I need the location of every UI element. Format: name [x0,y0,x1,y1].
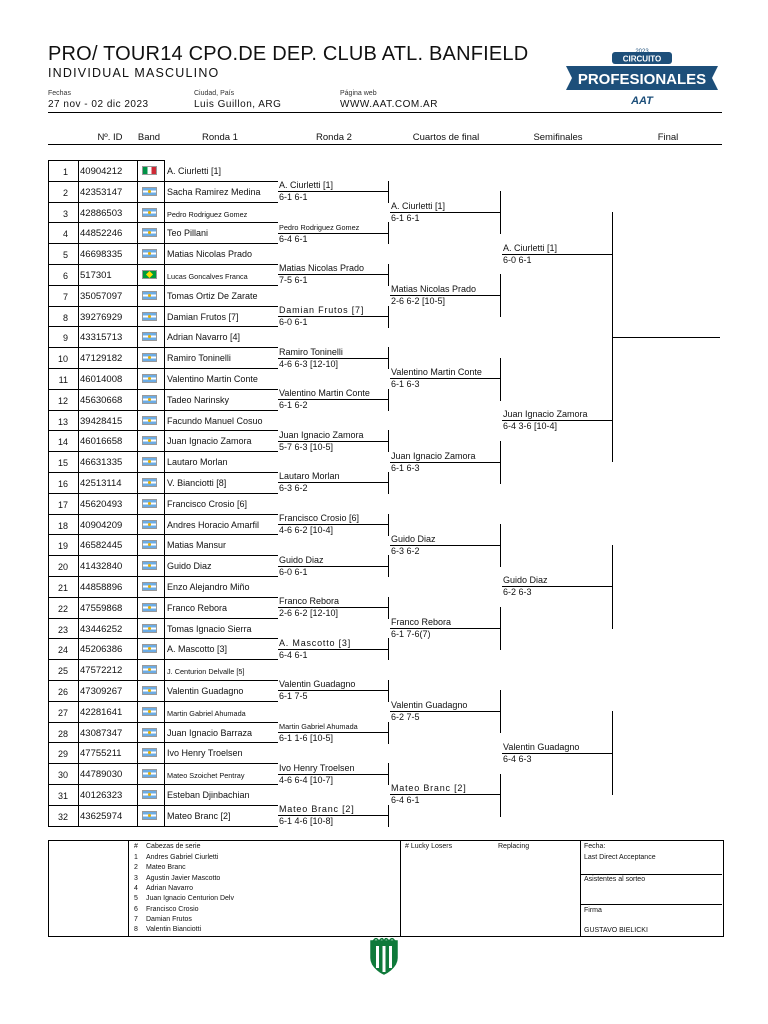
arg-flag-icon [142,540,157,549]
draw-position: 24 [57,645,68,656]
arg-flag-icon [142,436,157,445]
logo-profesionales: PROFESIONALES [577,71,707,88]
draw-position: 14 [57,437,68,448]
bracket-connector [388,389,389,411]
arg-flag-icon [142,582,157,591]
page-subtitle: INDIVIDUAL MASCULINO [48,66,220,80]
bracket-connector [612,545,613,629]
winner-name: Pedro Rodriguez Gomez [279,223,360,232]
seed-number: 1 [134,854,138,861]
row-rule [48,701,278,702]
seeds-title: Cabezas de serie [146,843,201,850]
player-name: Enzo Alejandro Miño [167,582,250,592]
bracket-connector [388,555,389,577]
arg-flag-icon [142,790,157,799]
player-name: A. Ciurletti [1] [167,166,222,176]
player-name: Lautaro Morlan [167,457,228,468]
arg-flag-icon [142,374,157,383]
winner-name: Ramiro Toninelli [279,347,343,357]
player-id: 40126323 [80,790,123,801]
winner-name: Matias Nicolas Prado [391,284,477,294]
winner-name: Mateo Branc [2] [391,783,467,793]
player-id: 47572212 [80,665,123,677]
bracket-connector [612,711,613,795]
winner-name: Francisco Crosio [6] [279,513,360,523]
dates-value: 27 nov - 02 dic 2023 [48,99,149,110]
logo-circuito: CIRCUITO [622,54,662,64]
arg-flag-icon [142,249,157,258]
arg-flag-icon [142,291,157,300]
player-id: 43087347 [80,727,123,739]
winner-name: Valentino Martin Conte [279,388,370,398]
page-title: PRO/ TOUR14 CPO.DE DEP. CLUB ATL. BANFIELD [48,43,529,65]
player-name: Juan Ignacio Barraza [167,727,253,738]
winner-name: Valentin Guadagno [391,700,468,710]
draw-position: 15 [57,458,68,469]
arg-flag-icon [142,603,157,612]
row-rule [48,805,278,806]
draw-position: 25 [57,666,68,677]
player-name: Franco Rebora [167,602,228,613]
match-score: 6-1 6-1 [391,213,420,223]
bracket-connector [388,222,389,244]
arg-flag-icon [142,187,157,196]
seed-name: Francisco Crosio [146,905,199,913]
draw-position: 22 [57,603,68,614]
player-name: Pedro Rodriguez Gomez [167,209,248,219]
row-rule [48,680,278,681]
winner-name: Franco Rebora [279,596,340,606]
bracket-connector [388,472,389,494]
player-id: 41432840 [80,561,123,573]
seed-number: 7 [134,915,138,923]
column-header-4: Cuartos de final [412,132,480,143]
website-label: Página web [340,90,377,97]
match-score: 6-4 6-3 [503,754,532,764]
column-header-rule [48,144,722,145]
arg-flag-icon [142,416,157,425]
bracket-connector [388,763,389,785]
bracket-connector [388,805,389,827]
match-score: 6-3 6-2 [391,546,420,556]
seed-name: Damian Frutos [146,915,192,923]
footer-divider [580,874,722,875]
match-score: 6-3 6-2 [279,483,308,493]
row-rule [48,534,278,535]
arg-flag-icon [142,561,157,570]
player-name: Valentin Guadagno [167,686,244,696]
row-rule [48,826,278,827]
seed-number: 4 [134,884,138,892]
row-rule [48,389,278,390]
draw-position: 13 [57,416,68,427]
row-rule [48,763,278,764]
match-score: 6-1 6-3 [391,463,420,473]
player-id: 39276929 [80,311,123,323]
match-score: 6-4 6-1 [279,234,308,244]
player-name: Mateo Branc [2] [167,810,231,821]
arg-flag-icon [142,811,157,820]
player-name: Tadeo Narinsky [167,394,230,405]
match-score: 5-7 6-3 [10-5] [279,442,334,452]
player-name: Esteban Djinbachian [167,790,250,800]
winner-name: A. Mascotto [3] [279,638,352,648]
bracket-connector [388,347,389,369]
winner-name: Valentin Guadagno [279,679,356,689]
bracket-connector [500,358,501,401]
seed-name: Adrian Navarro [146,884,194,892]
match-score: 7-5 6-1 [279,275,308,285]
player-name: Damian Frutos [7] [167,311,239,322]
draw-position: 3 [62,208,68,219]
arg-flag-icon [142,520,157,529]
website-value: WWW.AAT.COM.AR [340,99,438,110]
player-id: 45206386 [80,644,123,656]
bracket-connector [500,690,501,733]
player-name: Andres Horacio Amarfil [167,519,260,530]
player-id: 40904212 [80,166,123,177]
player-id: 42353147 [80,186,123,198]
player-name: Tomas Ignacio Sierra [167,623,252,634]
winner-name: Juan Ignacio Zamora [279,430,364,440]
footer-divider [400,840,401,936]
winner-name: Martin Gabriel Ahumada [279,722,358,731]
column-header-2: Ronda 1 [202,132,238,143]
row-rule [48,243,278,244]
bracket-connector [388,722,389,744]
row-rule [48,410,278,411]
row-rule [48,368,278,369]
row-rule [48,347,278,348]
arg-flag-icon [142,707,157,716]
seed-number: 8 [134,926,138,934]
seed-name: Valentin Bianciotti [146,926,202,934]
player-id: 45630668 [80,394,123,406]
row-rule [48,181,278,182]
player-name: Juan Ignacio Zamora [167,436,252,447]
match-score: 6-0 6-1 [503,255,532,265]
draw-position: 5 [62,250,68,261]
arg-flag-icon [142,769,157,778]
winner-name: Mateo Branc [2] [279,804,355,814]
row-rule [48,222,278,223]
row-rule [48,430,278,431]
bracket-connector [500,441,501,484]
draw-position: 19 [57,541,68,552]
player-name: Ivo Henry Troelsen [167,748,243,759]
dates-label: Fechas [48,90,71,97]
club-banfield-shield-icon [368,938,400,976]
player-id: 39428415 [80,415,123,427]
row-rule [48,659,278,660]
arg-flag-icon [142,312,157,321]
draw-position: 23 [57,624,68,635]
draw-position: 4 [62,229,68,240]
draw-position: 12 [57,395,68,406]
winner-name: Guido Diaz [503,575,548,585]
draw-position: 21 [57,583,68,593]
seed-name: Juan Ignacio Centurion Delv [146,895,234,903]
draw-position: 26 [57,687,68,697]
winner-name: Guido Diaz [391,534,436,544]
player-id: 43625974 [80,810,123,822]
draw-position: 18 [57,520,68,531]
seeds-hash: # [134,843,138,850]
match-score: 4-6 6-4 [10-7] [279,775,334,785]
player-name: Teo Pillani [167,228,209,239]
player-id: 40904209 [80,519,123,531]
winner-name: A. Ciurletti [1] [391,201,446,211]
ita-flag-icon [142,166,157,175]
arg-flag-icon [142,478,157,487]
draw-position: 30 [57,770,68,781]
logo-aat: AAT [631,95,653,107]
draw-position: 29 [57,749,68,760]
player-id: 44852246 [80,228,123,240]
bracket-connector [388,430,389,452]
arg-flag-icon [142,748,157,757]
referee-name: GUSTAVO BIELICKI [584,927,648,934]
final-line [612,337,720,338]
player-id: 43446252 [80,623,123,635]
bracket-connector [388,181,389,203]
player-name: Martin Gabriel Ahumada [167,708,246,718]
row-rule [48,784,278,785]
arg-flag-icon [142,499,157,508]
row-rule [48,306,278,307]
match-score: 6-4 6-1 [391,795,420,805]
row-rule [48,326,278,327]
player-id: 46014008 [80,374,123,385]
footer-divider [580,840,581,936]
winner-name: Juan Ignacio Zamora [503,409,588,419]
seed-name: Agustin Javier Mascotto [146,874,221,882]
draw-position: 16 [57,479,68,489]
winner-name: Valentin Guadagno [503,742,580,752]
row-rule [48,618,278,619]
player-id: 46582445 [80,540,123,552]
seed-number: 2 [134,864,138,872]
player-id: 46631335 [80,457,123,469]
match-score: 6-1 6-2 [279,400,308,410]
bra-flag-icon [142,270,157,279]
winner-name: Ivo Henry Troelsen [279,763,355,773]
player-id: 47309267 [80,686,123,697]
player-name: Adrian Navarro [4] [167,332,241,343]
player-name: Ramiro Toninelli [167,353,231,364]
player-name: Sacha Ramirez Medina [167,186,261,197]
draw-position: 28 [57,728,68,739]
arg-flag-icon [142,208,157,217]
player-id: 47755211 [80,748,122,760]
arg-flag-icon [142,457,157,466]
player-name: Tomas Ortiz De Zarate [167,290,258,301]
player-id: 42281641 [80,706,123,718]
row-rule [48,555,278,556]
city-label: Ciudad, País [194,90,235,97]
player-id: 517301 [80,270,112,281]
lucky-losers-label: # Lucky Losers [405,843,453,850]
draw-position: 7 [62,291,68,302]
player-id: 42513114 [80,478,122,489]
bracket-connector [388,264,389,286]
player-id: 46016658 [80,436,123,448]
player-id: 43315713 [80,332,123,344]
match-score: 6-4 3-6 [10-4] [503,421,558,431]
player-name: V. Bianciotti [8] [167,478,227,488]
player-id: 47559868 [80,602,123,614]
draw-position: 8 [62,312,68,323]
circuito-profesionales-logo [562,44,722,114]
player-id: 35057097 [80,290,123,302]
winner-name: Franco Rebora [391,617,452,627]
bracket-connector [500,607,501,650]
player-name: Matias Mansur [167,540,227,551]
draw-position: 17 [57,499,68,510]
arg-flag-icon [142,665,157,674]
row-rule [48,285,278,286]
row-rule [48,514,278,515]
player-id: 46698335 [80,249,123,261]
winner-name: Damian Frutos [7] [279,305,365,315]
bracket-connector [388,306,389,328]
arg-flag-icon [142,728,157,737]
row-rule [48,742,278,743]
bracket-connector [388,597,389,619]
firma-label: Firma [584,907,602,914]
bracket-connector [500,774,501,817]
match-score: 2-6 6-2 [12-10] [279,608,339,618]
player-name: Francisco Crosio [6] [167,498,248,509]
winner-name: Juan Ignacio Zamora [391,451,476,461]
column-header-0: Nº. ID [97,132,123,143]
player-id: 47129182 [80,353,123,365]
row-rule [48,722,278,723]
column-header-3: Ronda 2 [316,132,352,143]
player-name: Mateo Szoichet Pentray [167,771,245,781]
column-header-5: Semifinales [533,132,583,143]
match-score: 6-1 6-3 [391,379,420,389]
match-score: 4-6 6-3 [12-10] [279,359,339,369]
player-id: 44858896 [80,582,123,593]
winner-name: Valentino Martin Conte [391,367,482,377]
match-score: 6-0 6-1 [279,567,308,577]
bracket-connector [388,638,389,660]
row-rule [48,202,278,203]
winner-name: Guido Diaz [279,555,324,565]
match-score: 6-1 1-6 [10-5] [279,733,334,743]
row-rule [48,638,278,639]
player-id: 42886503 [80,207,123,219]
match-score: 2-6 6-2 [10-5] [391,296,446,306]
player-name: Facundo Manuel Cosuo [167,415,263,426]
seed-number: 3 [134,874,138,882]
match-score: 4-6 6-2 [10-4] [279,525,334,535]
draw-position: 6 [62,271,68,281]
bracket-connector [500,191,501,234]
player-name: Matias Nicolas Prado [167,249,253,260]
row-rule [48,576,278,577]
seed-name: Mateo Branc [146,864,186,872]
player-id: 45620493 [80,498,123,510]
fecha-label: Fecha: [584,843,606,850]
column-header-1: Band [137,132,161,143]
winner-name: Matias Nicolas Prado [279,263,365,273]
player-id: 44789030 [80,769,123,781]
row-rule [48,472,278,473]
arg-flag-icon [142,228,157,237]
bracket-connector [500,524,501,567]
row-rule [48,493,278,494]
draw-top-rule [48,160,164,161]
footer-divider [128,840,129,936]
arg-flag-icon [142,686,157,695]
match-score: 6-0 6-1 [279,317,308,327]
player-name: Valentino Martin Conte [167,374,258,384]
row-rule [48,264,278,265]
bracket-connector [500,274,501,317]
row-rule [48,597,278,598]
last-direct-acceptance: Last Direct Acceptance [584,854,656,861]
city-value: Luis Guillon, ARG [194,99,282,110]
match-score: 6-2 7-5 [391,712,420,722]
bracket-connector [388,514,389,536]
match-score: 6-1 7-6(7) [391,629,431,639]
footer-divider [580,904,722,905]
bracket-connector [388,680,389,702]
winner-name: Lautaro Morlan [279,471,340,481]
winner-name: A. Ciurletti [1] [503,243,558,253]
replacing-label: Replacing [498,843,530,850]
draw-position: 20 [57,562,68,573]
player-name: Guido Diaz [167,561,212,572]
draw-position: 27 [57,707,68,718]
draw-position: 11 [58,375,68,385]
match-score: 6-1 7-5 [279,691,308,701]
player-name: J. Centurion Delvalle [5] [167,667,245,677]
draw-position: 1 [62,167,68,177]
player-name: Lucas Goncalves Franca [167,272,248,281]
arg-flag-icon [142,644,157,653]
seed-name: Andres Gabriel Ciurletti [146,854,219,861]
winner-name: A. Ciurletti [1] [279,180,334,190]
arg-flag-icon [142,624,157,633]
seed-number: 6 [134,905,138,913]
player-name: A. Mascotto [3] [167,644,228,655]
draw-position: 32 [57,811,68,822]
row-rule [48,451,278,452]
draw-position: 9 [62,333,68,344]
seed-number: 5 [134,895,138,903]
match-score: 6-2 6-3 [503,587,532,597]
match-score: 6-1 4-6 [10-8] [279,816,334,826]
arg-flag-icon [142,353,157,362]
arg-flag-icon [142,332,157,341]
match-score: 6-4 6-1 [279,650,308,660]
column-header-6: Final [657,132,679,143]
draw-position: 10 [57,354,68,365]
draw-position: 31 [57,791,68,801]
asistentes-label: Asistentes al sorteo [584,876,646,883]
draw-position: 2 [62,187,68,198]
arg-flag-icon [142,395,157,404]
match-score: 6-1 6-1 [279,192,308,202]
